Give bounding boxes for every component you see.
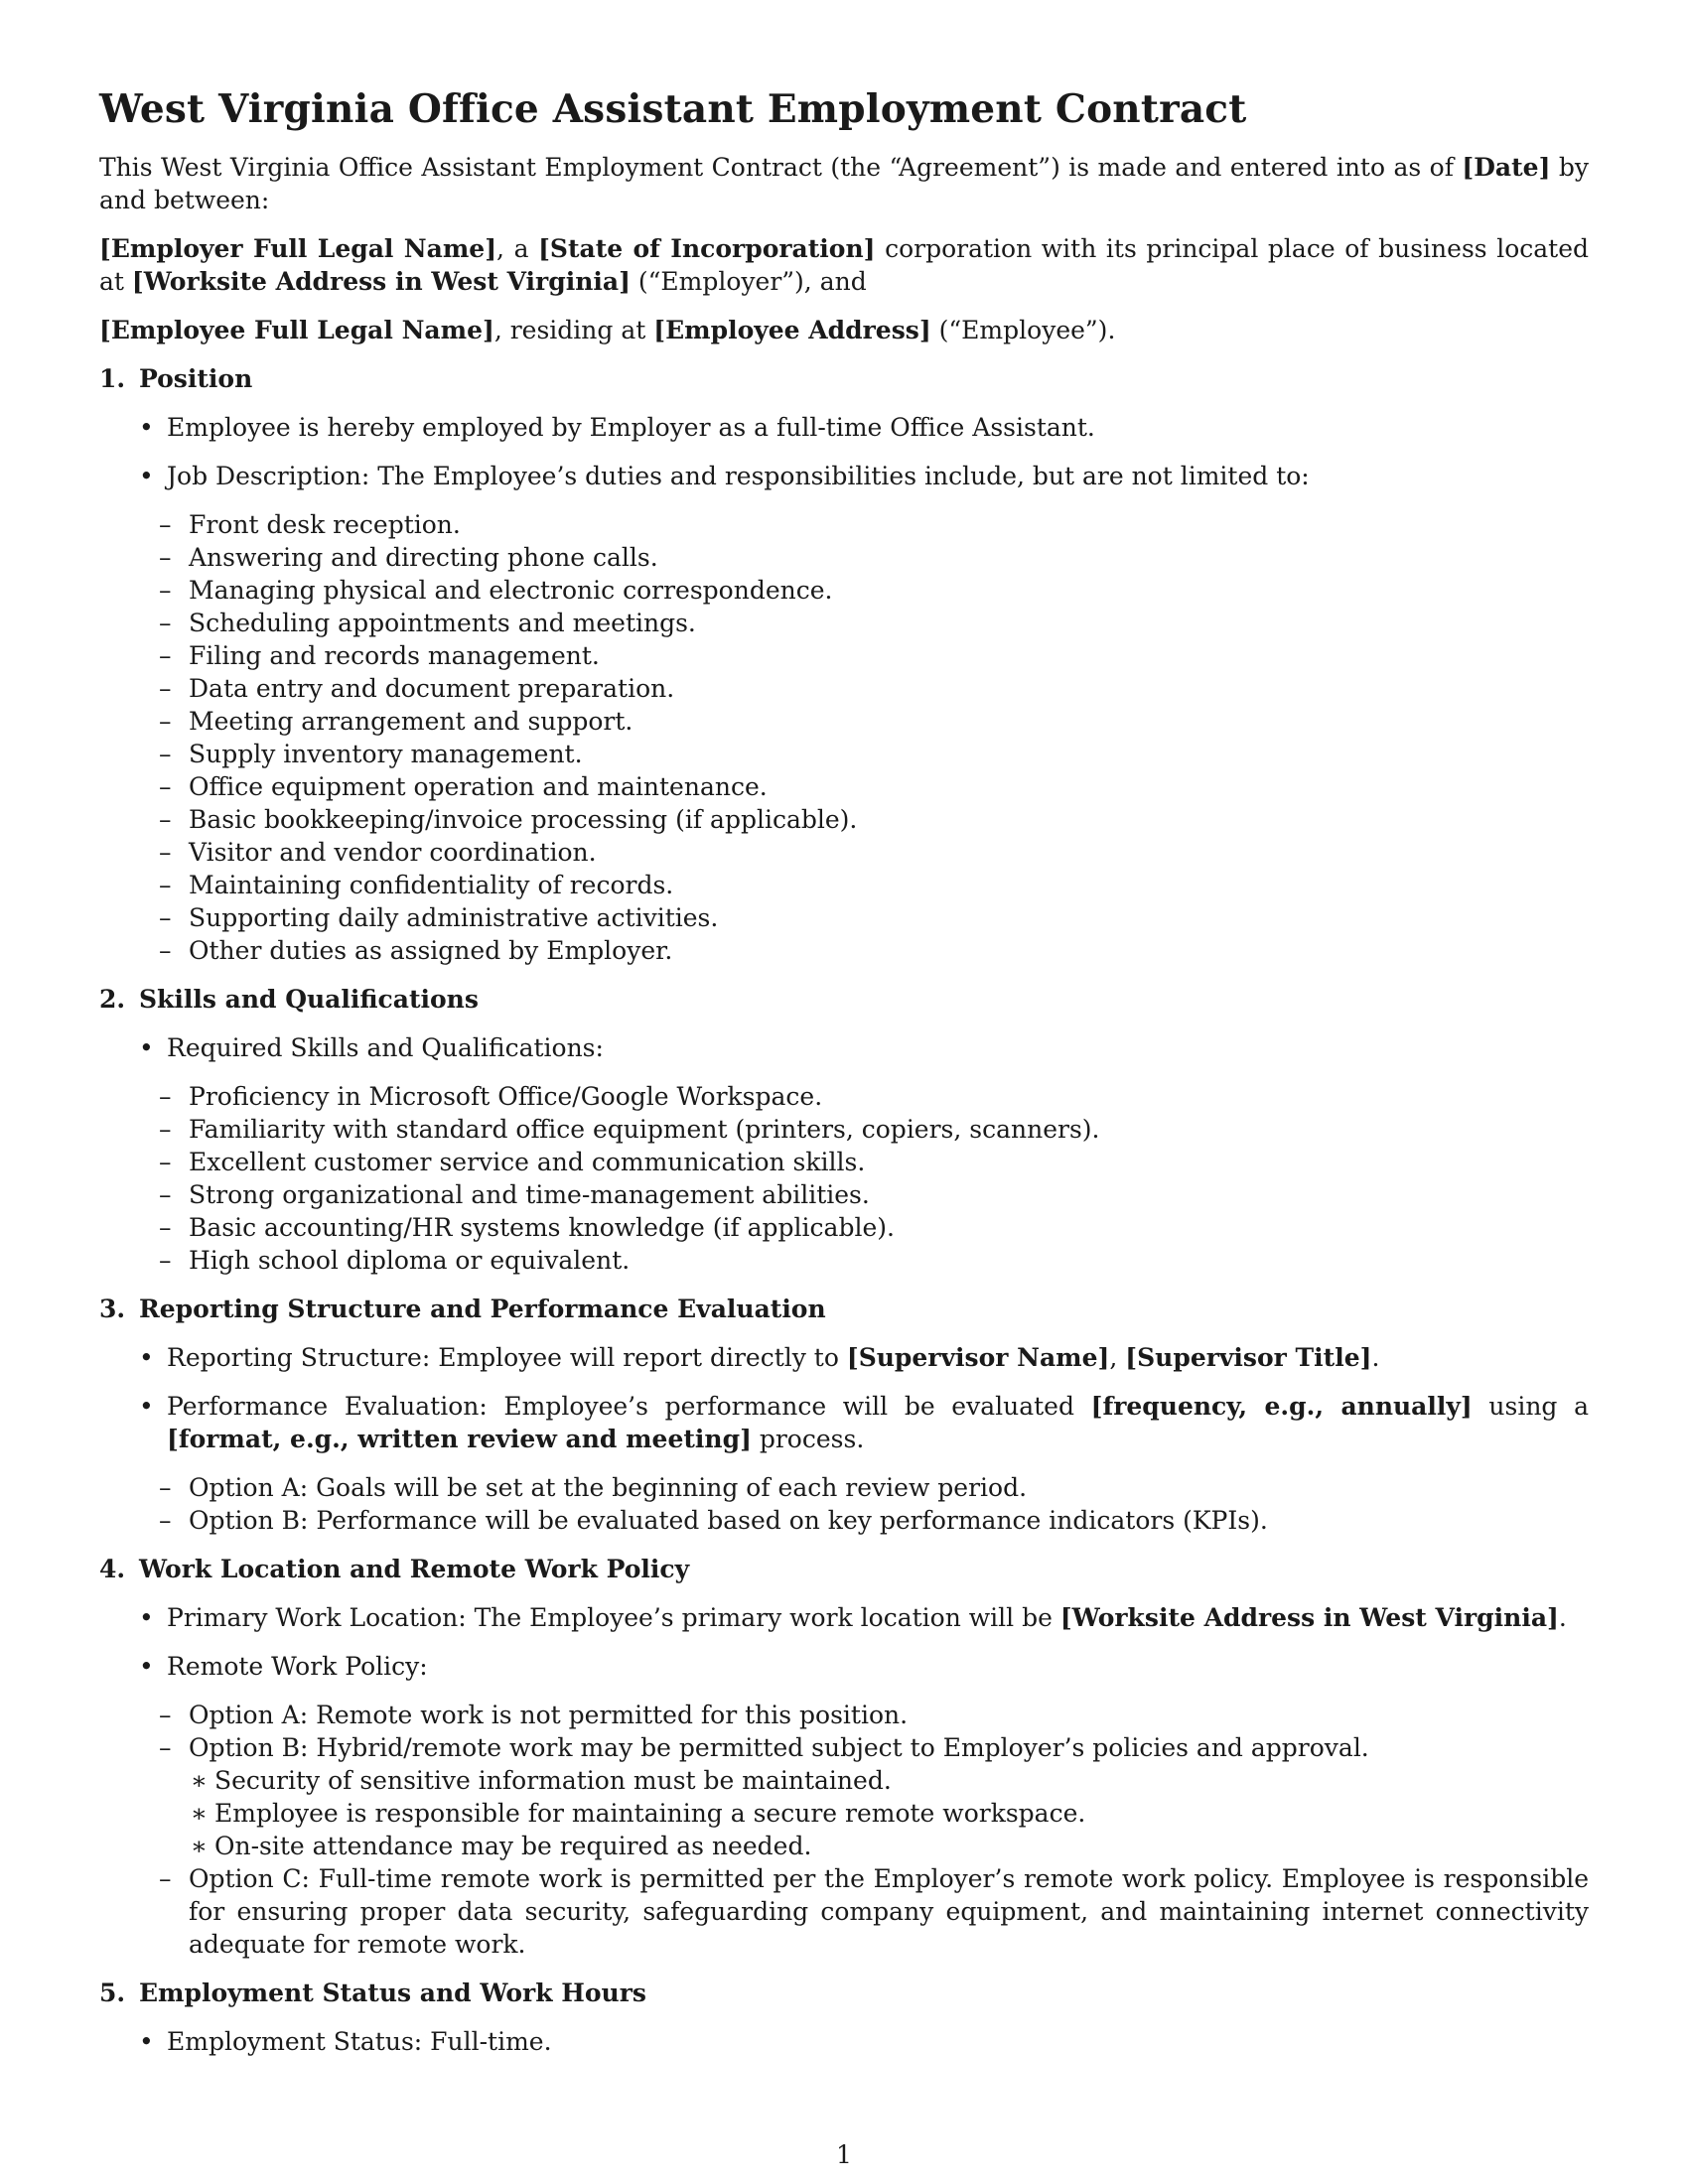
option-item: – Option B: Performance will be evaluated based on key performance indicators (KPIs).: [159, 1504, 1589, 1537]
skill-item: – Proficiency in Microsoft Office/Google Workspace.: [159, 1080, 1589, 1113]
duty-item: – Visitor and vendor coordination.: [159, 836, 1589, 869]
duties-list: [159, 508, 1589, 967]
date-field: [Date]: [1462, 153, 1551, 182]
intro-text-end: by and between:: [99, 153, 1589, 214]
supervisor-title-field: [Supervisor Title]: [1125, 1343, 1372, 1372]
remote-options-list: [159, 1699, 1589, 1961]
evaluation-options-list: [159, 1471, 1589, 1537]
frequency-field: [frequency, e.g., annually]: [1090, 1392, 1473, 1421]
section-heading-reporting: [99, 1293, 1589, 1325]
option-b-text: Option B: Hybrid/remote work may be permitted subject to Employer’s policies and approval.: [189, 1733, 1369, 1762]
section-heading-work-location: [99, 1553, 1589, 1585]
section-title: Work Location and Remote Work Policy: [139, 1555, 690, 1583]
performance-text: Performance Evaluation: Employee’s performance will be evaluated: [167, 1392, 1091, 1421]
employer-text: , a: [496, 234, 539, 263]
list-item: [99, 1031, 1589, 1277]
section-heading-employment-status: [99, 1977, 1589, 2009]
contract-page: [99, 85, 1589, 2074]
skills-list: [159, 1080, 1589, 1277]
remote-policy-label: Remote Work Policy:: [167, 1652, 428, 1681]
option-b-sublist: [189, 1764, 1589, 1862]
duty-item: – Other duties as assigned by Employer.: [159, 934, 1589, 967]
reporting-text: Reporting Structure: Employee will report directly to: [167, 1343, 847, 1372]
job-description-label: Job Description: The Employee’s duties and responsibilities include, but are not limited to:: [167, 462, 1310, 490]
employee-text: , residing at: [493, 316, 654, 344]
section-heading-position: [99, 362, 1589, 395]
section-5-list: [99, 2025, 1589, 2058]
option-item: – Option A: Remote work is not permitted for this position.: [159, 1699, 1589, 1731]
intro-text: This West Virginia Office Assistant Employment Contract (the “Agreement”) is made and entered into as of: [99, 153, 1463, 182]
duty-item: – Meeting arrangement and support.: [159, 705, 1589, 738]
section-number: 2.: [99, 985, 126, 1014]
option-item: – Option A: Goals will be set at the beginning of each review period.: [159, 1471, 1589, 1504]
duty-item: – Supporting daily administrative activities.: [159, 901, 1589, 934]
section-title: Position: [139, 364, 253, 393]
list-item: [99, 1601, 1589, 1634]
section-number: 1.: [99, 364, 126, 393]
section-number: 5.: [99, 1979, 126, 2007]
employer-name-field: [Employer Full Legal Name]: [99, 234, 497, 263]
section-3-list: [99, 1341, 1589, 1537]
worksite-field: [Worksite Address in West Virginia]: [131, 267, 631, 296]
section-title: Employment Status and Work Hours: [139, 1979, 646, 2007]
employee-name-field: [Employee Full Legal Name]: [99, 316, 494, 344]
list-item: [99, 460, 1589, 967]
employer-paragraph: [99, 232, 1589, 298]
skill-item: – High school diploma or equivalent.: [159, 1244, 1589, 1277]
option-item: [159, 1731, 1589, 1862]
state-field: [State of Incorporation]: [538, 234, 876, 263]
list-item: [99, 1390, 1589, 1537]
duty-item: – Basic bookkeeping/invoice processing (if applicable).: [159, 803, 1589, 836]
list-item: • Employment Status: Full-time.: [99, 2025, 1589, 2058]
skill-item: – Excellent customer service and communication skills.: [159, 1146, 1589, 1178]
sub-item: ∗ Security of sensitive information must be maintained.: [189, 1764, 1589, 1797]
employee-paragraph: [99, 314, 1589, 346]
supervisor-name-field: [Supervisor Name]: [846, 1343, 1110, 1372]
sub-item: ∗ On-site attendance may be required as needed.: [189, 1830, 1589, 1862]
employer-text-end: (“Employer”), and: [630, 267, 867, 296]
duty-item: – Supply inventory management.: [159, 738, 1589, 770]
employee-text-end: (“Employee”).: [930, 316, 1116, 344]
employer-text-2: corporation with its principal place of business located at: [99, 234, 1589, 296]
duty-item: – Office equipment operation and maintenance.: [159, 770, 1589, 803]
location-text: Primary Work Location: The Employee’s primary work location will be: [167, 1603, 1060, 1632]
sub-item: ∗ Employee is responsible for maintaining a secure remote workspace.: [189, 1797, 1589, 1830]
duty-item: – Front desk reception.: [159, 508, 1589, 541]
list-item: [99, 1341, 1589, 1374]
section-title: Skills and Qualifications: [139, 985, 479, 1014]
reporting-sep: ,: [1109, 1343, 1126, 1372]
duty-item: – Filing and records management.: [159, 639, 1589, 672]
employee-address-field: [Employee Address]: [653, 316, 931, 344]
section-heading-skills: [99, 983, 1589, 1016]
list-item: • Employee is hereby employed by Employer as a full-time Office Assistant.: [99, 411, 1589, 444]
reporting-end: .: [1371, 1343, 1380, 1372]
section-title: Reporting Structure and Performance Evaluation: [139, 1295, 826, 1323]
performance-mid: using a: [1472, 1392, 1590, 1421]
intro-paragraph: [99, 151, 1589, 216]
duty-item: – Data entry and document preparation.: [159, 672, 1589, 705]
section-1-list: [99, 411, 1589, 967]
option-item: – Option C: Full-time remote work is permitted per the Employer’s remote work policy. Employee is responsible for ensuring proper data security, safeguarding company equipment, and maintaining internet connectivity adequate for remote work.: [159, 1862, 1589, 1961]
document-title: West Virginia Office Assistant Employment Contract: [99, 86, 1247, 132]
section-2-list: [99, 1031, 1589, 1277]
duty-item: – Scheduling appointments and meetings.: [159, 607, 1589, 639]
format-field: [format, e.g., written review and meeting]: [167, 1425, 752, 1453]
section-4-list: [99, 1601, 1589, 1961]
list-item: [99, 1650, 1589, 1961]
page-number: 1: [836, 2140, 852, 2169]
skill-item: – Basic accounting/HR systems knowledge (if applicable).: [159, 1211, 1589, 1244]
section-number: 4.: [99, 1555, 126, 1583]
location-end: .: [1558, 1603, 1567, 1632]
duty-item: – Maintaining confidentiality of records.: [159, 869, 1589, 901]
performance-end: process.: [751, 1425, 865, 1453]
skill-item: – Strong organizational and time-management abilities.: [159, 1178, 1589, 1211]
duty-item: – Managing physical and electronic correspondence.: [159, 574, 1589, 607]
worksite-address-field: [Worksite Address in West Virginia]: [1059, 1603, 1559, 1632]
section-number: 3.: [99, 1295, 126, 1323]
skills-label: Required Skills and Qualifications:: [167, 1033, 604, 1062]
duty-item: – Answering and directing phone calls.: [159, 541, 1589, 574]
skill-item: – Familiarity with standard office equipment (printers, copiers, scanners).: [159, 1113, 1589, 1146]
